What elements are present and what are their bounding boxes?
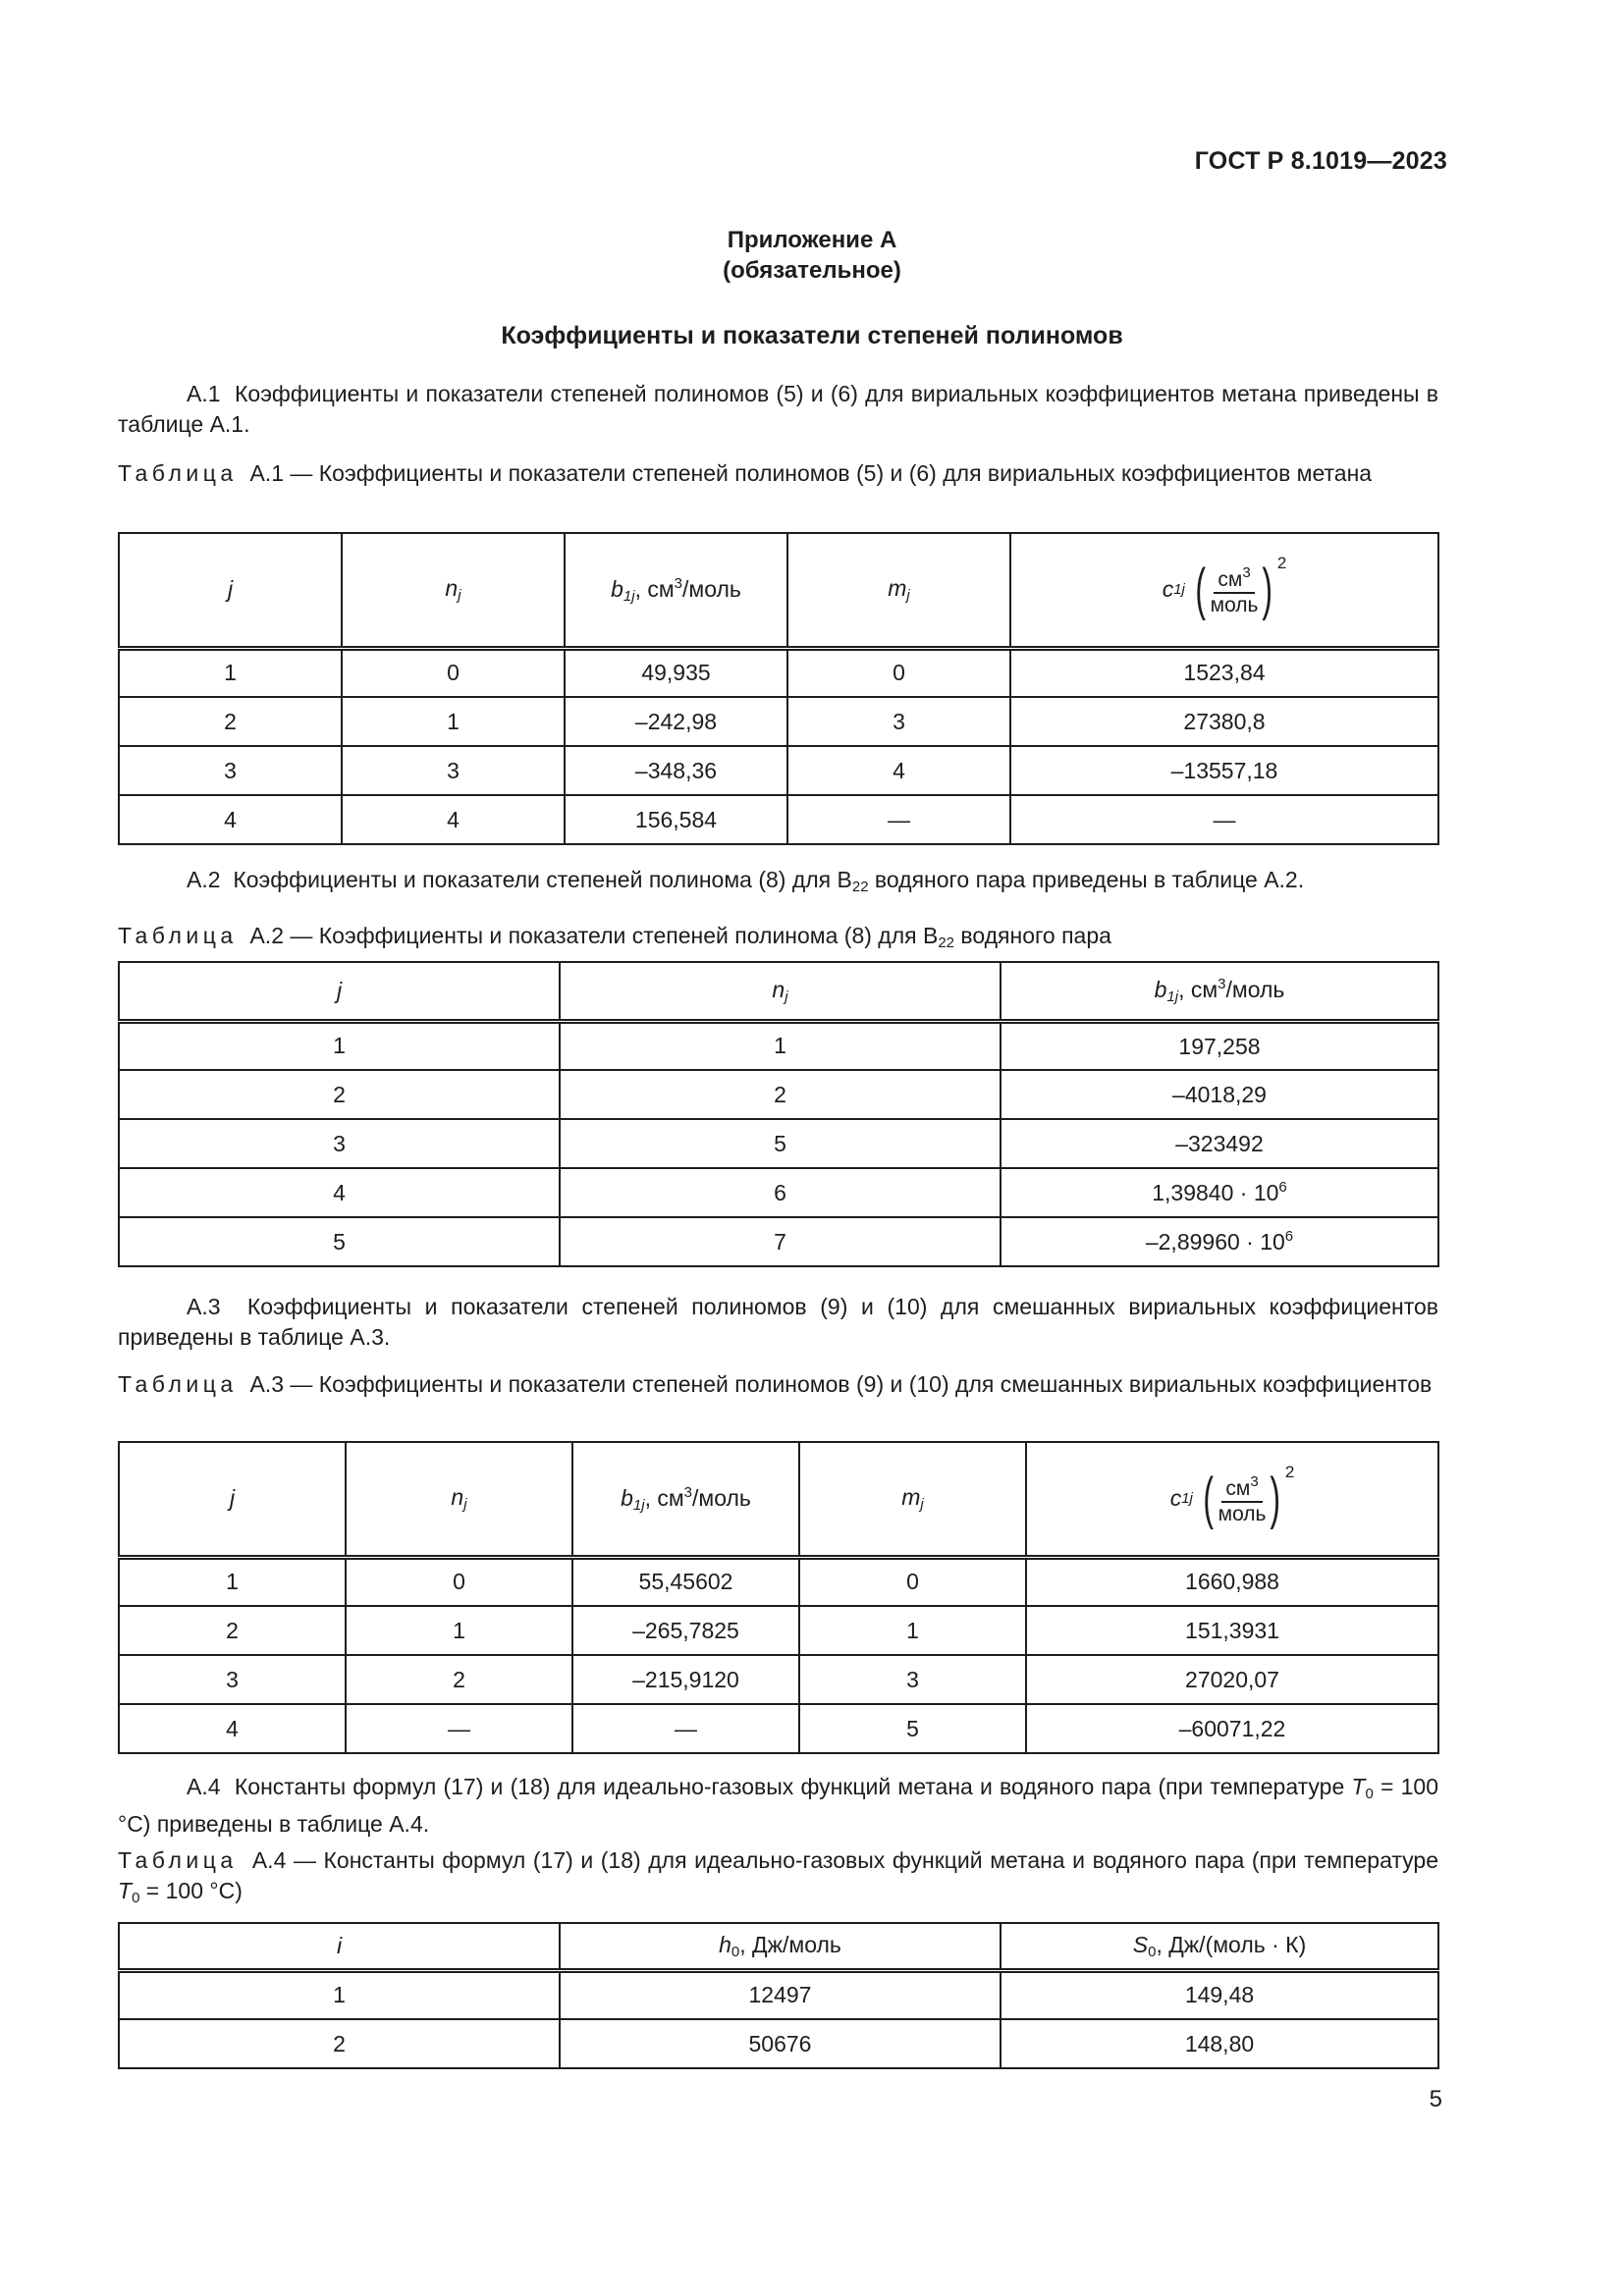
- table-row: 1 12497 149,48: [119, 1970, 1438, 2019]
- header-nj: $n_j$: [560, 962, 1001, 1021]
- table-a2: [118, 961, 1439, 1267]
- paragraph-text: Коэффициенты и показатели степеней полиномов (9) и (10) для смешанных вириальных коэффициентов приведены в таблице А.3.: [118, 1294, 1439, 1350]
- header-j: j: [119, 1442, 346, 1557]
- table-header-row: [119, 533, 1438, 648]
- page-number: 5: [1429, 2086, 1442, 2112]
- header-b1j: $b_{1j}$, $см^3$/моль: [1001, 962, 1438, 1021]
- header-mj: $m_j$: [799, 1442, 1026, 1557]
- table-a4-caption: Таблица А.4 — Константы формул (17) и (18) для идеально-газовых функций метана и водяного пара (при температуре $T_0 = 100$ °С): [118, 1847, 1439, 1906]
- paragraph-a2: А.2 Коэффициенты и показатели степеней полинома (8) для $B_{22}$ водяного пара приведены в таблице А.2.: [187, 867, 1305, 895]
- caption-label: Таблица: [118, 1371, 238, 1397]
- caption-text: А.1 — Коэффициенты и показатели степеней полиномов (5) и (6) для вириальных коэффициентов метана: [249, 460, 1373, 486]
- table-row: 3 3 –348,36 4 –13557,18: [119, 746, 1438, 795]
- section-title: Коэффициенты и показатели степеней полиномов: [501, 322, 1123, 349]
- header-j: j: [119, 962, 560, 1021]
- table-row: 2 2 –4018,29: [119, 1070, 1438, 1119]
- table-a3: [118, 1441, 1439, 1754]
- table-row: 3 2 –215,9120 3 27020,07: [119, 1655, 1438, 1704]
- table-header-row: [119, 1442, 1438, 1557]
- header-nj: $n_j$: [346, 1442, 572, 1557]
- table-a1-caption: [118, 458, 1438, 489]
- table-row: 1 0 55,45602 0 1660,988: [119, 1557, 1438, 1606]
- header-nj: $n_j$: [342, 533, 565, 648]
- table-a2-caption: Таблица А.2 — Коэффициенты и показатели степеней полинома (8) для $B_{22}$ водяного пара: [118, 923, 1111, 951]
- table-row: 2 1 –265,7825 1 151,3931: [119, 1606, 1438, 1655]
- caption-label: Таблица: [118, 923, 238, 948]
- caption-label: Таблица: [118, 460, 238, 486]
- table-row: 2 1 –242,98 3 27380,8: [119, 697, 1438, 746]
- caption-label: Таблица: [118, 1847, 238, 1873]
- table-row: 4 4 156,584 — —: [119, 795, 1438, 844]
- table-header-row: [119, 1923, 1438, 1970]
- caption-text: А.3 — Коэффициенты и показатели степеней полиномов (9) и (10) для смешанных вириальных коэффициентов: [249, 1371, 1433, 1397]
- paragraph-text: Коэффициенты и показатели степеней полиномов (5) и (6) для вириальных коэффициентов метана приведены в таблице А.1.: [118, 381, 1439, 437]
- header-i: i: [119, 1923, 560, 1970]
- table-row: 2 50676 148,80: [119, 2019, 1438, 2068]
- appendix-status: (обязательное): [723, 257, 901, 284]
- document-code: ГОСТ Р 8.1019—2023: [1194, 147, 1447, 175]
- paragraph-a1: [118, 379, 1438, 440]
- table-row: 1 0 49,935 0 1523,84: [119, 648, 1438, 697]
- header-j: j: [119, 533, 342, 648]
- table-header-row: [119, 962, 1438, 1021]
- header-c1j: c 1j ( $\frac{см^3}{\text{моль}}$ ) 2: [1010, 533, 1438, 648]
- paragraph-a3: [118, 1292, 1438, 1353]
- header-c1j: c 1j ( $\frac{см^3}{\text{моль}}$ ) 2: [1026, 1442, 1438, 1557]
- table-row: 1 1 197,258: [119, 1021, 1438, 1070]
- header-mj: $m_j$: [787, 533, 1010, 648]
- header-b1j: $b_{1j}$, $см^3$/моль: [565, 533, 787, 648]
- table-row: 3 5 –323492: [119, 1119, 1438, 1168]
- appendix-title: Приложение А: [727, 227, 897, 253]
- table-a1: [118, 532, 1439, 845]
- header-s0: $S_0$, Дж/(моль · К): [1001, 1923, 1438, 1970]
- header-h0: $h_0$, Дж/моль: [560, 1923, 1001, 1970]
- table-a4: [118, 1922, 1439, 2069]
- table-a3-caption: [118, 1369, 1438, 1400]
- paragraph-label: А.3: [187, 1294, 221, 1319]
- paragraph-label: А.4: [187, 1774, 221, 1799]
- header-b1j: $b_{1j}$, $см^3$/моль: [572, 1442, 799, 1557]
- paragraph-a4: А.4 Константы формул (17) и (18) для идеально-газовых функций метана и водяного пара (при температуре $T_0 = 100$ °С) приведены в таблице А.4.: [118, 1774, 1438, 1837]
- table-row: 4 — — 5 –60071,22: [119, 1704, 1438, 1753]
- paragraph-label: А.1: [187, 381, 221, 406]
- table-row: 4 6 $1,39840 \cdot 10^6$: [119, 1168, 1438, 1217]
- table-row: 5 7 $-2,89960 \cdot 10^6$: [119, 1217, 1438, 1266]
- paragraph-label: А.2: [187, 867, 221, 892]
